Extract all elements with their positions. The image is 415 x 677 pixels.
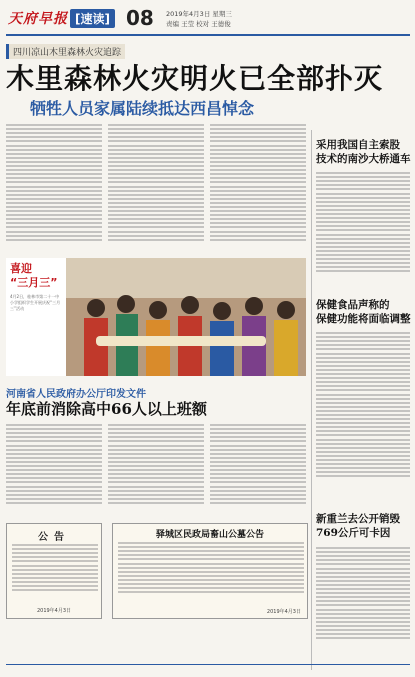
- gov-body-col-3: [210, 422, 306, 517]
- sidebar-story-2-body: [316, 330, 410, 500]
- lead-body-col-2: [108, 122, 204, 252]
- photo-caption-text: 4月2日，桂林市第二十一中小学组织学生开展庆祝“三月三”活动: [10, 294, 61, 311]
- cemetery-notice-title: 驿城区民政局畜山公墓公告: [155, 530, 264, 540]
- notice-body: [12, 542, 98, 602]
- dateline: [166, 9, 232, 29]
- page-number: 08: [126, 6, 154, 30]
- editors-line: 责编 王莹 校对 王德俊: [166, 20, 231, 28]
- column-divider: [311, 130, 312, 670]
- newspaper-logo: 天府早报: [8, 11, 68, 27]
- lead-subheadline: 牺牲人员家属陆续抵达西昌悼念: [30, 99, 255, 118]
- sidebar-story-2-title: 保健食品声称的 保健功能将面临调整: [316, 299, 411, 325]
- gov-headline: 年底前消除高中66人以上班额: [6, 400, 207, 418]
- lead-kicker: 四川凉山木里森林火灾追踪: [6, 44, 125, 59]
- lead-body-col-3: [210, 122, 306, 252]
- gov-body-col-1: [6, 422, 102, 517]
- lead-headline: 木里森林火灾明火已全部扑灭: [6, 62, 384, 95]
- cemetery-notice: [112, 523, 308, 619]
- footer-rule: [6, 664, 410, 665]
- public-notice: [6, 523, 102, 619]
- gov-body-col-2: [108, 422, 204, 517]
- lead-body-col-1: [6, 122, 102, 252]
- sidebar-story-3-title: 新重兰去公开销毁 769公斤可卡因: [316, 513, 400, 539]
- notice-title: 公告: [38, 532, 70, 543]
- masthead: [6, 6, 410, 36]
- cemetery-notice-date: 2019年4月3日: [266, 609, 301, 615]
- photo-caption: [6, 258, 66, 376]
- sidebar-story-3-body: [316, 545, 410, 657]
- notice-date: 2019年4月3日: [36, 608, 72, 614]
- cemetery-notice-body: [118, 540, 304, 606]
- gov-kicker: 河南省人民政府办公厅印发文件: [6, 389, 146, 400]
- sidebar-story-1-title: 采用我国自主索股 技术的南沙大桥通车: [316, 139, 411, 165]
- issue-date: 2019年4月3日 星期三: [166, 10, 232, 18]
- section-label: [速读]: [70, 9, 115, 28]
- photo-caption-title: 喜迎 “三月三”: [10, 262, 58, 289]
- sidebar-story-1-body: [316, 170, 410, 288]
